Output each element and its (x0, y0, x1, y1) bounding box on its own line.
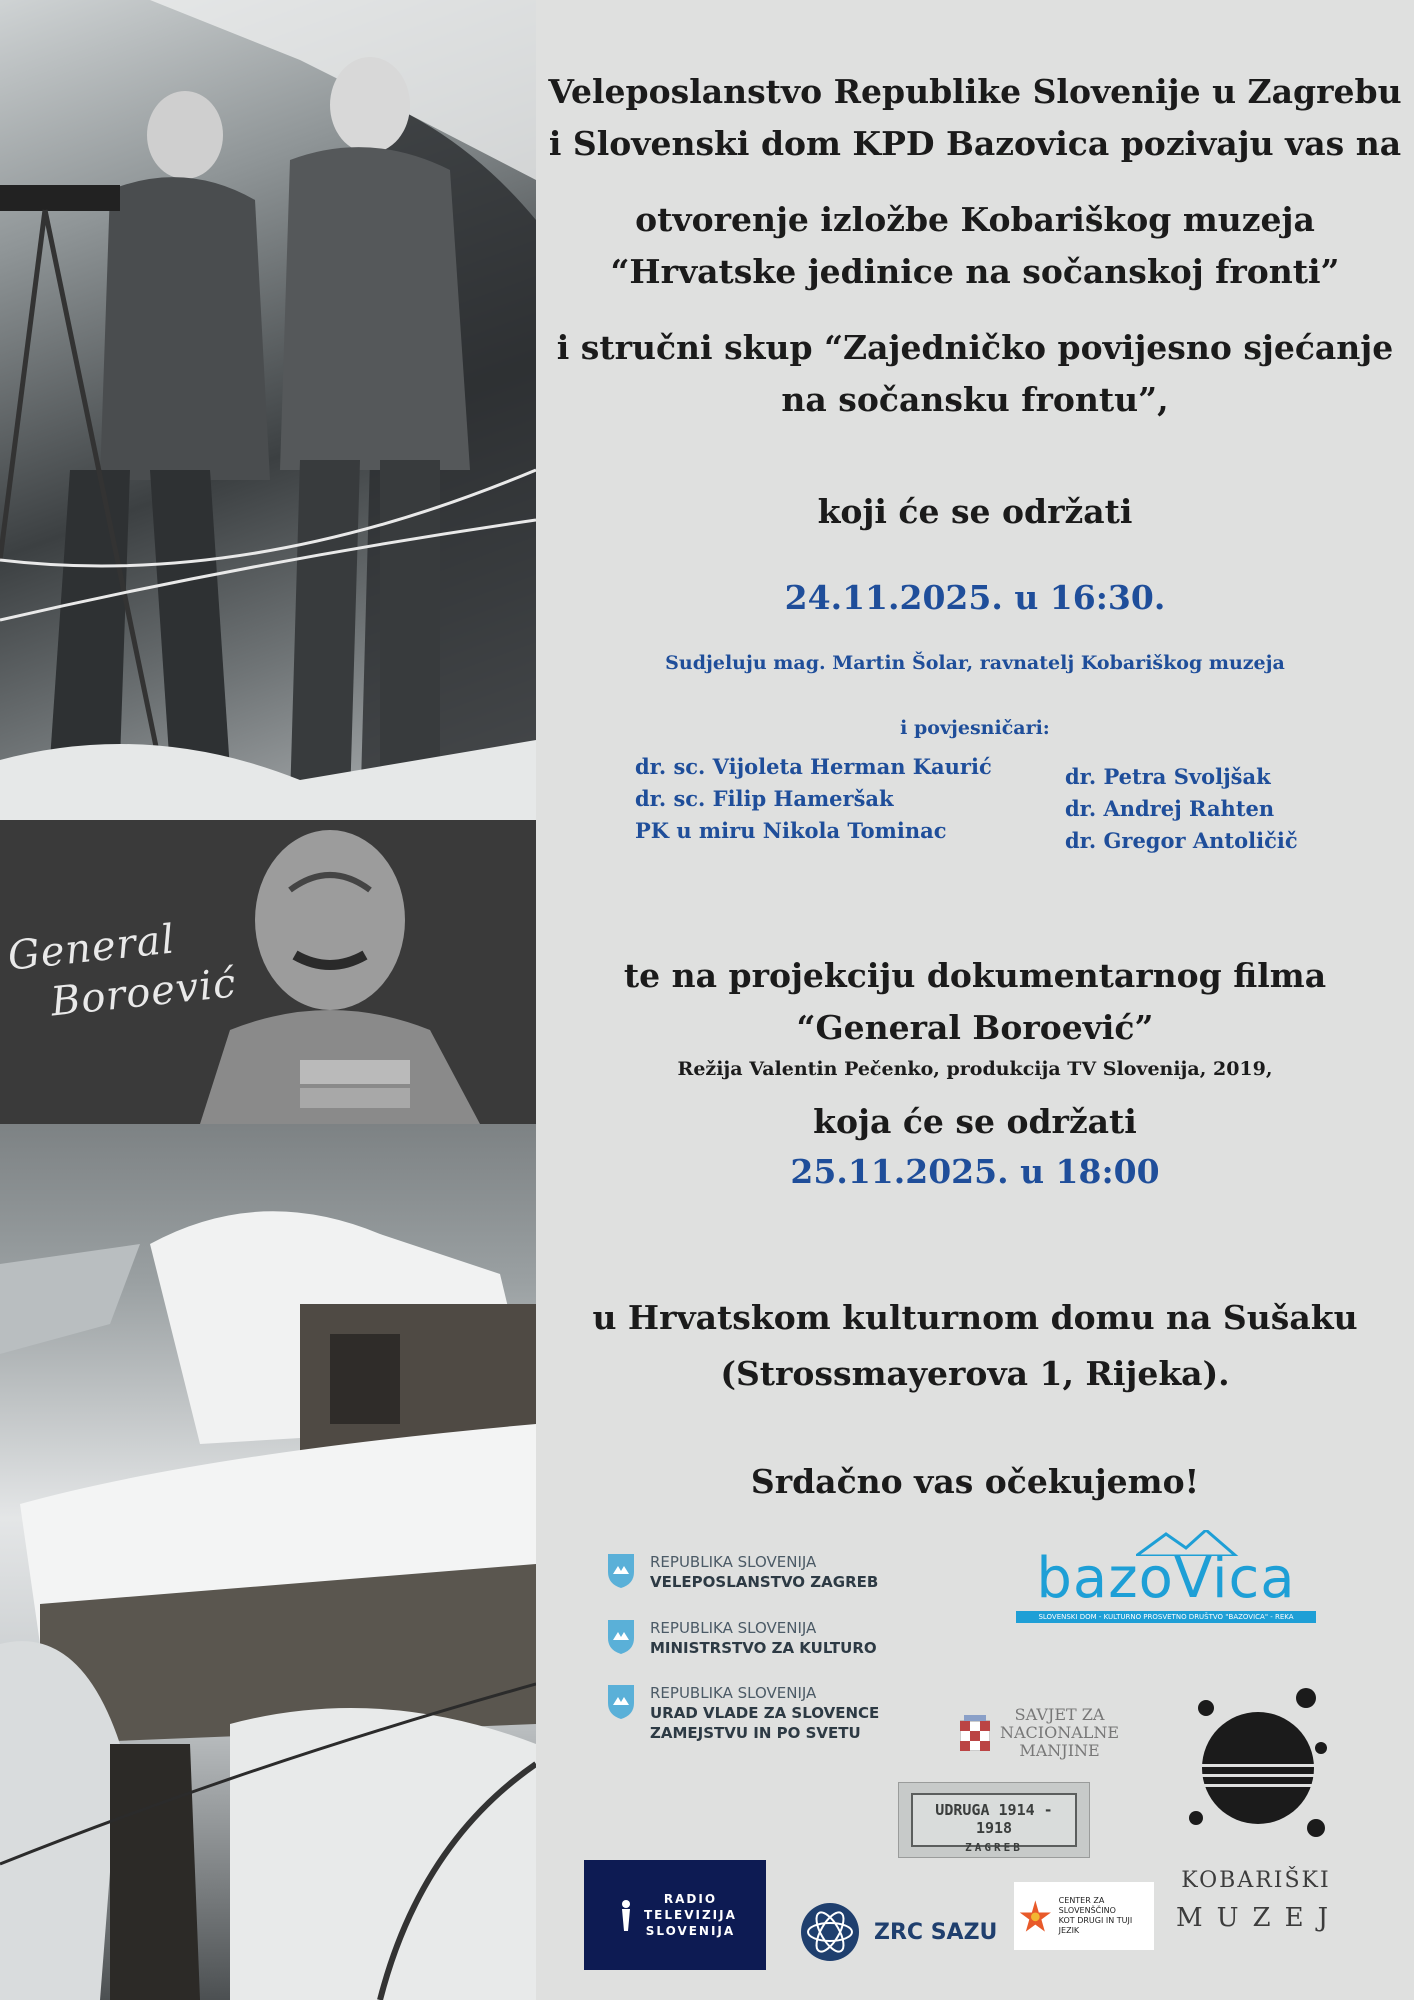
logo-text: RADIO (663, 1892, 718, 1906)
historian-name: dr. Petra Svoljšak (1065, 764, 1271, 789)
logo-text: REPUBLIKA SLOVENIJA (650, 1553, 817, 1571)
closing-text: Srdačno vas očekujemo! (750, 1462, 1200, 1501)
croatian-coat-of-arms-icon (960, 1715, 990, 1751)
logo-ministrstvo (606, 1618, 877, 1658)
slovenia-shield-icon (606, 1683, 636, 1721)
logo-text: MUZEJ (1176, 1903, 1343, 1933)
historian-name: dr. sc. Vijoleta Herman Kaurić (635, 754, 992, 779)
film-heading (536, 950, 1414, 1054)
film-date: 25.11.2025. u 18:00 (790, 1152, 1160, 1191)
historians-list-right (1065, 761, 1298, 857)
historian-name: dr. Andrej Rahten (1065, 796, 1275, 821)
logo-text: REPUBLIKA SLOVENIJA (650, 1619, 817, 1637)
logo-veleposlanstvo (606, 1552, 878, 1592)
zrc-atom-icon (800, 1902, 860, 1962)
ink-splash-icon (1176, 1668, 1336, 1858)
logo-text: SLOVENIJA (645, 1924, 736, 1938)
star-flower-icon (1018, 1896, 1053, 1936)
boroevic-portrait (0, 820, 536, 1124)
film-title: “General Boroević” (796, 1008, 1154, 1047)
participants-intro: Sudjeluju mag. Martin Šolar, ravnatelj Kobariškog muzeja (665, 652, 1285, 674)
film-held-on-text: koja će se održati (813, 1102, 1137, 1141)
slovenia-shield-icon (606, 1552, 636, 1590)
photo-column (0, 0, 536, 2000)
slovenia-shield-icon (606, 1618, 636, 1656)
logo-text: ZAGREB (965, 1841, 1023, 1854)
exhibition-title: “Hrvatske jedinice na sočanskoj fronti” (610, 252, 1340, 291)
venue-line-1: u Hrvatskom kulturnom domu na Sušaku (592, 1298, 1358, 1337)
historians-intro: i povjesničari: (900, 717, 1050, 739)
rtv-figure-icon (618, 1899, 634, 1931)
logo-text: VELEPOSLANSTVO ZAGREB (650, 1573, 879, 1591)
logo-text: NACIONALNE (1000, 1723, 1120, 1742)
hosts-line-1: Veleposlanstvo Republike Slovenije u Zagrebu (548, 72, 1402, 111)
symposium-line-1: i stručni skup “Zajedničko povijesno sjećanje (556, 328, 1394, 367)
held-on-text: koji će se održati (817, 492, 1133, 531)
bazovica-tagline: SLOVENSKI DOM - KULTURNO PROSVETNO DRUŠTVO "BAZOVICA" - REKA (1016, 1611, 1316, 1623)
logo-text: KOBARIŠKI (1181, 1868, 1331, 1893)
historian-name: dr. sc. Filip Hameršak (635, 786, 894, 811)
logo-text: MINISTRSTVO ZA KULTURO (650, 1639, 877, 1657)
logo-text: ZAMEJSTVU IN PO SVETU (650, 1724, 861, 1742)
soldiers-photo (0, 0, 536, 820)
logo-text: CENTER ZA SLOVENŠČINO (1058, 1896, 1116, 1915)
historians-list-left (635, 751, 992, 847)
exhibition-line-1: otvorenje izložbe Kobariškog muzeja (635, 200, 1315, 239)
hosts-line-2: i Slovenski dom KPD Bazovica pozivaju vas na (548, 124, 1402, 163)
logo-text: TELEVIZIJA (644, 1908, 737, 1922)
historian-name: dr. Gregor Antoličič (1065, 828, 1298, 853)
kobariski-muzej-text (1176, 1868, 1343, 1933)
bazovica-wordmark: bazoVica (1036, 1546, 1296, 1611)
film-credits: Režija Valentin Pečenko, produkcija TV Slovenija, 2019, (677, 1058, 1273, 1080)
mountain-icon (1136, 1530, 1256, 1556)
symposium-heading (536, 322, 1414, 426)
logo-savjet (960, 1706, 1119, 1760)
logo-text: ZRC SAZU (874, 1919, 998, 1945)
logo-text: REPUBLIKA SLOVENIJA (650, 1684, 817, 1702)
historian-name: PK u miru Nikola Tominac (635, 818, 947, 843)
signature-line-2: Boroević (48, 960, 239, 1026)
logo-udruga (898, 1782, 1090, 1858)
logo-text: SAVJET ZA (1014, 1705, 1105, 1724)
exhibition-date: 24.11.2025. u 16:30. (784, 578, 1166, 617)
logo-kobariski-muzej (1176, 1668, 1336, 1862)
exhibition-heading (536, 194, 1414, 298)
logo-text: MANJINE (1019, 1741, 1100, 1760)
venue (536, 1290, 1414, 1402)
hosts-heading (536, 66, 1414, 170)
snowy-hut-photo (0, 1124, 536, 2000)
logo-zrc-sazu (800, 1902, 997, 1962)
logo-bazovica (1016, 1530, 1316, 1623)
logo-urad-vlade (606, 1683, 879, 1743)
signature-line-1: General (5, 916, 178, 980)
logo-center-za-slovenscino (1014, 1882, 1154, 1950)
logo-text: URAD VLADE ZA SLOVENCE (650, 1704, 880, 1722)
venue-address: (Strossmayerova 1, Rijeka). (720, 1354, 1230, 1393)
invitation-text (536, 0, 1414, 2000)
film-line-1: te na projekciju dokumentarnog filma (623, 956, 1327, 995)
logo-text: KOT DRUGI IN TUJI JEZIK (1058, 1916, 1133, 1935)
logo-rtv-slovenija (584, 1860, 766, 1970)
symposium-line-2: na sočansku frontu”, (781, 380, 1169, 419)
logo-text: UDRUGA 1914 - 1918 (935, 1801, 1053, 1837)
